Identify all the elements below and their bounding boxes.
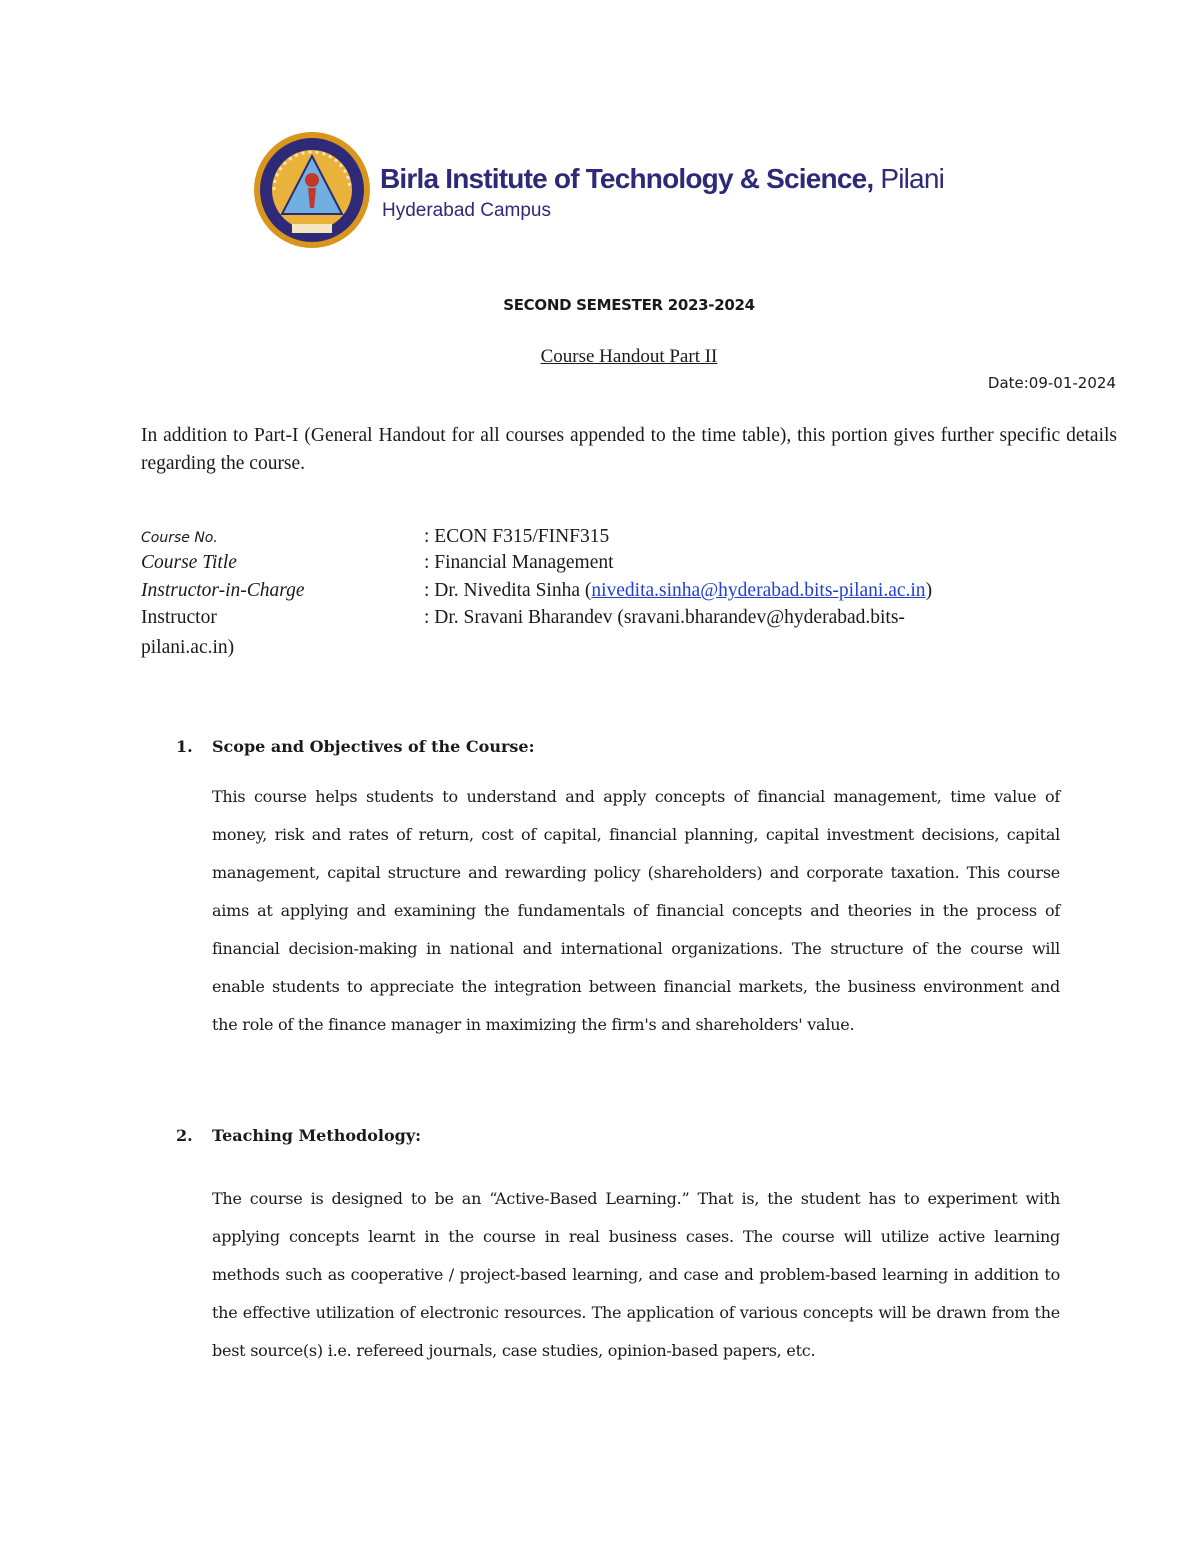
intro-paragraph: In addition to Part-I (General Handout for all courses appended to the time table), this portion gives further specific details regarding the course. [141,425,1117,474]
section-1-number: 1. [176,737,193,756]
section-1-title: Scope and Objectives of the Course: [212,737,535,756]
handout-date: Date:09-01-2024 [987,374,1116,392]
course-title-value: : Financial Management [424,552,614,573]
institute-name [380,163,944,195]
instructor-in-charge-label: Instructor-in-Charge [141,580,305,601]
instructor-value-continued: pilani.ac.in) [141,637,235,658]
handout-title: Course Handout Part II [540,346,718,367]
course-title-label: Course Title [141,552,237,573]
instructor-label: Instructor [141,607,217,628]
instructor-in-charge-name: : Dr. Nivedita Sinha ( [424,580,592,601]
section-2-number: 2. [176,1126,193,1145]
bits-seal-icon [250,128,374,252]
institute-name-main: Birla Institute of Technology & Science, [380,163,874,194]
course-no-label: Course No. [141,530,218,546]
instructor-in-charge-email-link[interactable]: nivedita.sinha@hyderabad.bits-pilani.ac.in [591,580,926,601]
section-2-heading [176,1126,421,1145]
course-no-value: : ECON F315/FINF315 [424,526,610,547]
semester-heading: SECOND SEMESTER 2023-2024 [503,296,755,314]
institute-location: Pilani [880,163,945,194]
section-2-body: The course is designed to be an “Active-Based Learning.” That is, the student has to experiment with applying concepts learnt in the course in real business cases. The course will utilize active learning methods such as cooperative / project-based learning, and case and problem-based learning in addition to the effective utilization of electronic resources. The application of various concepts will be drawn from the best source(s) i.e. refereed journals, case studies, opinion-based papers, etc. [212,1189,1060,1360]
section-1-body: This course helps students to understand and apply concepts of financial management, time value of money, risk and rates of return, cost of capital, financial planning, capital investment decisions, capital management, capital structure and rewarding policy (shareholders) and corporate taxation. This course aims at applying and examining the fundamentals of financial concepts and theories in the process of financial decision-making in national and international organizations. The structure of the course will enable students to appreciate the integration between financial markets, the business environment and the role of the finance manager in maximizing the firm's and shareholders' value. [212,787,1060,1034]
institute-logo-header [250,128,1020,252]
section-2-title: Teaching Methodology: [212,1126,422,1145]
instructor-in-charge-value [424,580,932,602]
campus-name: Hyderabad Campus [382,200,551,221]
section-1-heading [176,737,534,756]
instructor-in-charge-close: ) [925,580,933,601]
instructor-value: : Dr. Sravani Bharandev (sravani.bharandev@hyderabad.bits- [424,607,905,628]
